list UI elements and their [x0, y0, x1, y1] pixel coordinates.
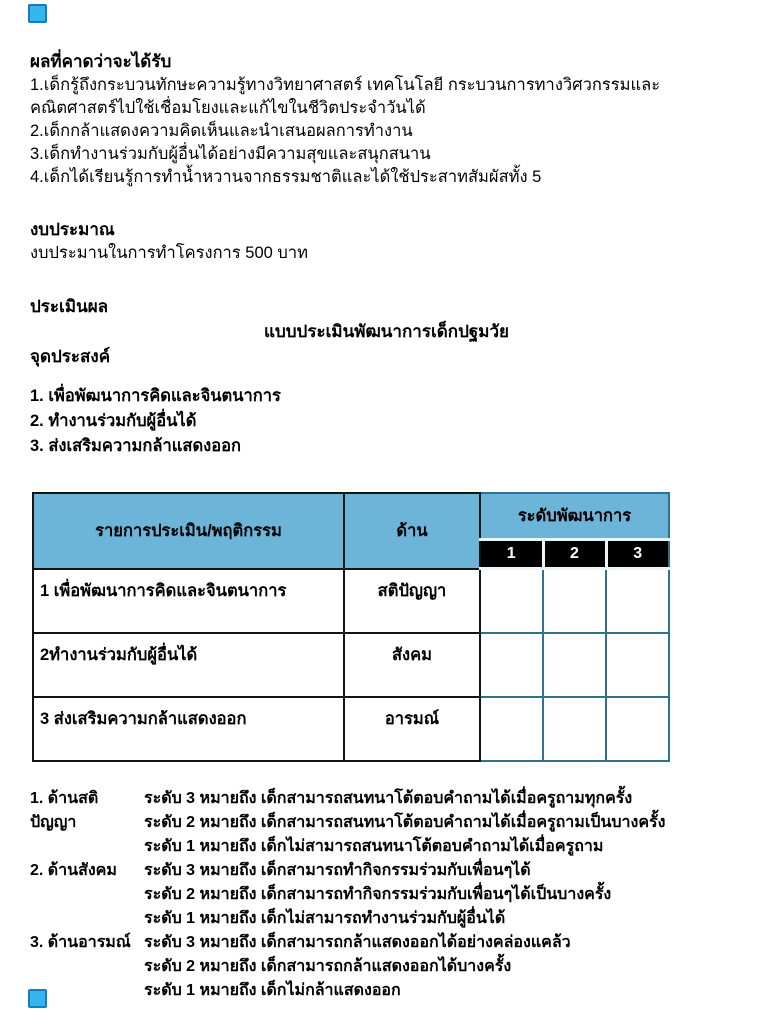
- legend-line: ระดับ 1 หมายถึง เด็กไม่สามารถสนทนาโต้ตอบคำถามได้เมื่อครูถาม: [144, 837, 604, 855]
- assessment-form-title: แบบประเมินพัฒนาการเด็กปฐมวัย: [264, 322, 509, 341]
- expected-outcome-item: 3.เด็กทำงานร่วมกับผู้อื่นได้อย่างมีความสุขและสนุกสนาน: [30, 145, 431, 163]
- objectives-heading: จุดประสงค์: [30, 347, 111, 366]
- row-item-label: 3 ส่งเสริมความกล้าแสดงออก: [33, 697, 344, 761]
- column-header-development-level: ระดับพัฒนาการ: [480, 493, 669, 540]
- column-header-items: รายการประเมิน/พฤติกรรม: [33, 493, 344, 569]
- legend-line: ระดับ 3 หมายถึง เด็กสามารถกล้าแสดงออกได้อย่างคล่องแคล้ว: [144, 933, 571, 951]
- row-item-label: 1 เพื่อพัฒนาการคิดและจินตนาการ: [33, 569, 344, 633]
- score-cell: [480, 633, 543, 697]
- legend-group-emotion: [30, 931, 745, 1003]
- score-cell: [543, 633, 606, 697]
- table-row: [33, 697, 669, 761]
- row-item-label: 2ทำงานร่วมกับผู้อื่นได้: [33, 633, 344, 697]
- score-cell: [606, 633, 669, 697]
- expected-outcome-item: 4.เด็กได้เรียนรู้การทำน้ำหวานจากธรรมชาติและได้ใช้ประสาทสัมผัสทั้ง 5: [30, 168, 542, 186]
- row-aspect-label: สติปัญญา: [344, 569, 480, 633]
- score-cell: [480, 697, 543, 761]
- evaluation-heading: ประเมินผล: [30, 297, 109, 316]
- legend-line: ระดับ 3 หมายถึง เด็กสามารถทำกิจกรรมร่วมกับเพื่อนๆได้: [144, 861, 531, 879]
- legend-line: ระดับ 1 หมายถึง เด็กไม่สามารถทำงานร่วมกับผู้อื่นได้: [144, 909, 506, 927]
- budget-text: งบประมานในการทำโครงการ 500 บาท: [30, 244, 308, 262]
- level-cell-3: 3: [606, 540, 669, 569]
- score-cell: [543, 697, 606, 761]
- expected-outcome-item: 1.เด็กรู้ถึงกระบวนทักษะความรู้ทางวิทยาศาสตร์ เทคโนโลยี กระบวนการทางวิศวกรรมและคณิตศาสตร์ไปใช้เชื่อมโยงและแก้ไขในชีวิตประจำวันได้: [30, 76, 661, 117]
- legend-line: ระดับ 2 หมายถึง เด็กสามารถกล้าแสดงออกได้บางครั้ง: [144, 957, 512, 975]
- column-header-aspect: ด้าน: [344, 493, 480, 569]
- table-row: [33, 569, 669, 633]
- objective-item: 3. ส่งเสริมความกล้าแสดงออก: [30, 437, 242, 455]
- objective-item: 1. เพื่อพัฒนาการคิดและจินตนาการ: [30, 387, 281, 405]
- level-cell-1: 1: [480, 540, 543, 569]
- score-cell: [606, 697, 669, 761]
- level-cell-2: 2: [543, 540, 606, 569]
- corner-marker-bottom-icon: [28, 989, 47, 1008]
- score-cell: [543, 569, 606, 633]
- objectives-list: [30, 384, 745, 459]
- scoring-legend: [30, 787, 745, 1003]
- budget-heading: งบประมาณ: [30, 220, 115, 239]
- score-cell: [606, 569, 669, 633]
- corner-marker-top-icon: [28, 4, 47, 23]
- legend-line: ระดับ 3 หมายถึง เด็กสามารถสนทนาโต้ตอบคำถามได้เมื่อครูถามทุกครั้ง: [144, 789, 633, 807]
- legend-group-label: 3. ด้านอารมณ์: [30, 933, 131, 951]
- row-aspect-label: อารมณ์: [344, 697, 480, 761]
- expected-outcomes-heading: ผลที่คาดว่าจะได้รับ: [30, 52, 172, 71]
- legend-group-social: [30, 859, 745, 931]
- table-row: [33, 633, 669, 697]
- legend-group-label: 2. ด้านสังคม: [30, 861, 117, 879]
- legend-line: ระดับ 1 หมายถึง เด็กไม่กล้าแสดงออก: [144, 981, 401, 999]
- legend-line: ระดับ 2 หมายถึง เด็กสามารถสนทนาโต้ตอบคำถามได้เมื่อครูถามเป็นบางครั้ง: [144, 813, 666, 831]
- legend-group-intellect: [30, 787, 745, 859]
- expected-outcome-item: 2.เด็กกล้าแสดงความคิดเห็นและนำเสนอผลการทำงาน: [30, 122, 413, 140]
- score-cell: [480, 569, 543, 633]
- legend-group-label: 1. ด้านสติปัญญา: [30, 789, 99, 831]
- row-aspect-label: สังคม: [344, 633, 480, 697]
- objective-item: 2. ทำงานร่วมกับผู้อื่นได้: [30, 412, 197, 430]
- legend-line: ระดับ 2 หมายถึง เด็กสามารถทำกิจกรรมร่วมกับเพื่อนๆได้เป็นบางครั้ง: [144, 885, 612, 903]
- assessment-table: [32, 492, 670, 762]
